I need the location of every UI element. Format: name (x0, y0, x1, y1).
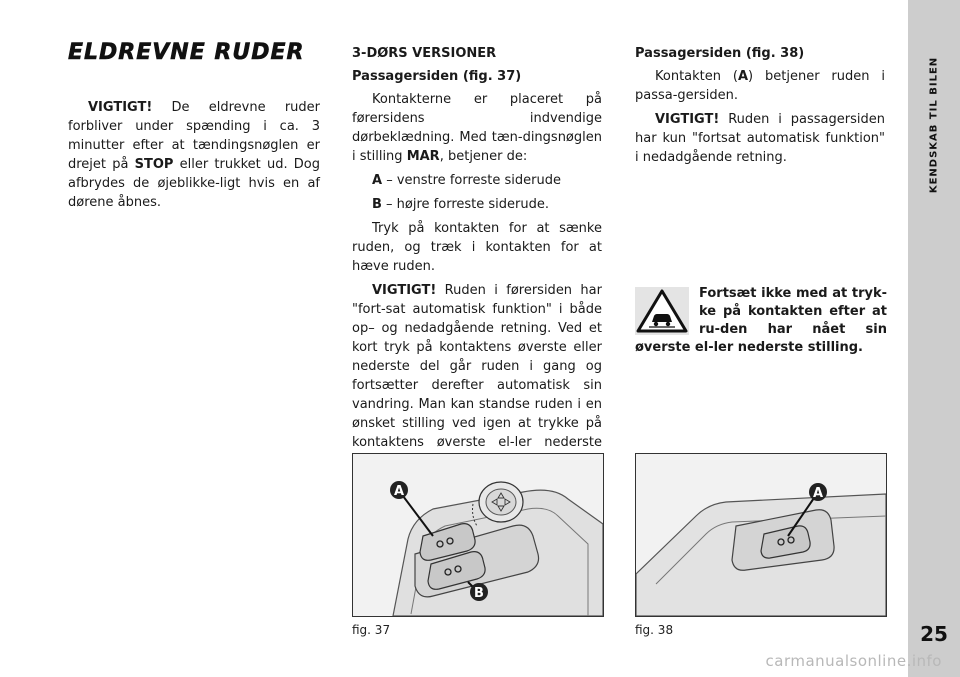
paragraph-2: Tryk på kontakten for at sænke ruden, og træk i kontakten for at hæve ruden. (352, 221, 602, 274)
watermark: carmanualsonline.info (765, 652, 942, 670)
column-1 (68, 98, 320, 217)
callout-a-label: A (812, 486, 824, 501)
item-b-text: – højre forreste siderude. (381, 197, 549, 212)
paragraph-1-a: Kontakten ( (655, 69, 738, 84)
warning-paragraph (68, 98, 320, 212)
warning-text-a: De eldrevne ruder forbliver under spænding i ca. 3 minutter efter at tændingsnøglen er drejet på (68, 100, 320, 172)
paragraph-1-a: Kontakterne er placeret på førersidens indvendige dørbeklædning. Med tæn-dingsnøglen i stilling (352, 92, 602, 164)
column-2 (352, 44, 602, 476)
figure-37-caption: fig. 37 (352, 623, 391, 637)
callout-b-label: B (474, 586, 484, 601)
column-3 (635, 44, 885, 172)
item-a-text: – venstre forreste siderude (382, 173, 561, 188)
paragraph-3 (352, 281, 602, 471)
list-item-a (372, 171, 602, 190)
warning-box (635, 285, 887, 357)
paragraph-1-b: ) betjener ruden i passa-gersiden. (635, 69, 885, 103)
warning-label: VIGTIGT! (88, 100, 153, 115)
item-a-key: A (372, 173, 383, 188)
paragraph-1 (352, 90, 602, 166)
warning-box-text: Fortsæt ikke med at tryk-ke på kontakten efter at ru-den har nået sin øverste el-ler nederste stilling. (635, 286, 887, 355)
section-subheading: Passagersiden (fig. 38) (635, 46, 805, 61)
mar-keyword: MAR (406, 149, 440, 164)
stop-keyword: STOP (134, 157, 174, 172)
page-title: ELDREVNE RUDER (68, 40, 305, 65)
figure-38-caption: fig. 38 (635, 623, 674, 637)
paragraph-2 (635, 110, 885, 167)
item-b-key: B (372, 197, 382, 212)
paragraph-3-text: Ruden i førersiden har "fort-sat automatisk funktion" i både op– og nedadgående retning. Ved et kort tryk på kontaktens øverste eller nederste del går ruden i gang og fortsætter derefter automatisk sin vandring. Man kan standse ruden i en ønsket stilling ved igen at trykke på kontaktens øverste el-ler nederste (352, 283, 602, 450)
key-a: A (737, 69, 749, 84)
callout-a-label: A (393, 484, 405, 499)
paragraph-1 (635, 67, 885, 105)
page-number: 25 (920, 622, 948, 646)
section-heading: 3-DØRS VERSIONER (352, 46, 497, 61)
warning-label: VIGTIGT! (655, 112, 720, 127)
warning-label: VIGTIGT! (372, 283, 437, 298)
figure-38 (635, 453, 887, 617)
paragraph-2-text: Ruden i passagersiden har kun "fortsat automatisk funktion" i nedadgående retning. (635, 112, 885, 165)
warning-text-b: eller trukket ud. Dog afbrydes de øjeblikke-ligt hvis en af dørene åbnes. (68, 157, 320, 210)
section-subheading: Passagersiden (fig. 37) (352, 69, 522, 84)
warning-triangle-car-icon (635, 287, 689, 335)
paragraph-1-b: , betjener de: (439, 149, 528, 164)
chapter-label: KENDSKAB TIL BILEN (928, 56, 940, 194)
figure-37 (352, 453, 604, 617)
list-item-b (372, 195, 602, 214)
